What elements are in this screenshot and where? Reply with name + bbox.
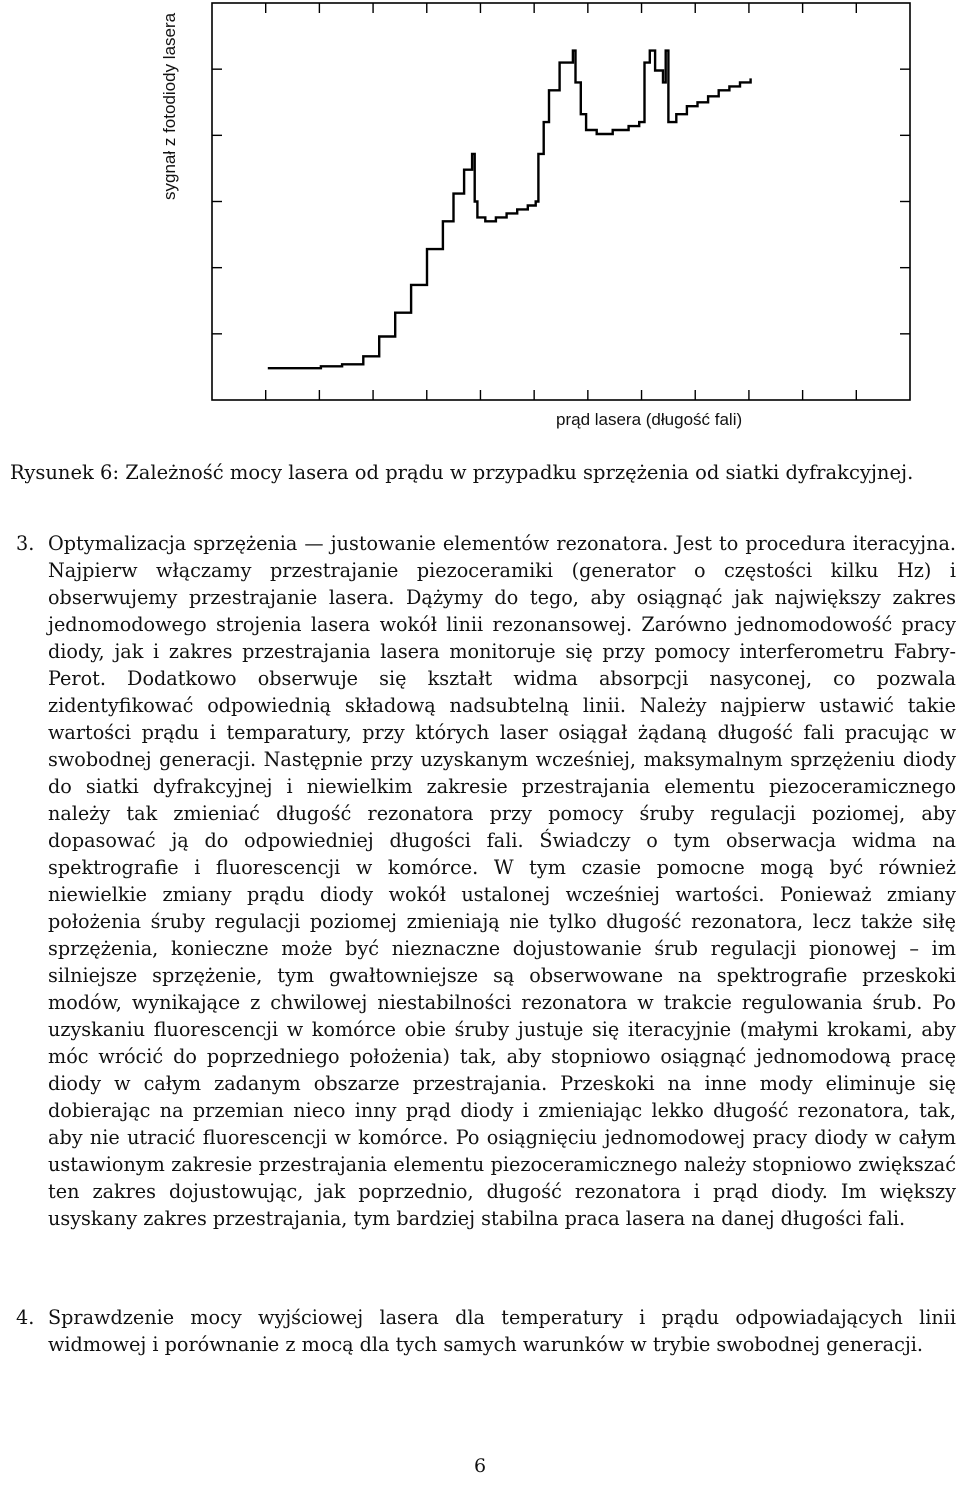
item-number: 3. bbox=[16, 532, 35, 555]
item-text: Optymalizacja sprzężenia — justowanie elementów rezonatora. Jest to procedura iteracyjna. Najpierw włączamy przestrajanie piezoceramiki (generator o częstości kilku Hz) i obserwujemy przestrajanie lasera. Dążymy do tego, aby osiągnąć jak największy zakres jednomodowego strojenia lasera wokół linii rezonansowej. Zarówno jednomodowość pracy diody, jak i zakres przestrajania lasera monitoruje się przy pomocy interferometru Fabry-Perot. Dodatkowo obserwuje się kształt widma absorpcji nasyconej, co pozwala zidentyfikować odpowiednią składową nadsubtelną linii. Należy najpierw ustawić takie wartości prądu i temparatury, przy których laser osiągał żądaną długość fali pracując w swobodnej generacji. Następnie przy uzyskanym wcześniej, maksymalnym sprzężeniu diody do siatki dyfrakcyjnej i niewielkim zakresie przestrajania elementu piezoceramicznego należy tak zmieniać długość rezonatora przy pomocy śruby regulacji poziomej, aby dopasować ją do odpowiedniej długości fali. Świadczy o tym obserwacja widma na spektrografie i fluorescencji w komórce. W tym czasie pomocne mogą być również niewielkie zmiany prądu diody wokół ustalonej wcześniej wartości. Ponieważ zmiany położenia śruby regulacji poziomej zmieniają nie tylko długość rezonatora, lecz także siłę sprzężenia, konieczne może być nieznaczne dojustowanie śrub regulacji pionowej – im silniejsze sprzężenie, tym gwałtowniejsze są obserwowane na spektrografie przeskoki modów, wynikające z chwilowej niestabilności rezonatora w trakcie regulowania śrub. Po uzyskaniu fluorescencji w komórce obie śruby justuje się iteracyjnie (małymi krokami, aby móc wrócić do poprzedniego położenia) tak, aby stopniowo osiągnąć jednomodową pracę diody w całym zadanym obszarze przestrajania. Przeskoki na inne mody eliminuje się dobierając na przemian nieco inny prąd diody i zmieniając lekko długość rezonatora, tak, aby nie utracić fluorescencji w komórce. Po osiągnięciu jednomodowej pracy diody w całym ustawionym zakresie przestrajania elementu piezoceramicznego należy stopniowo zwiększać ten zakres dojustowując, jak poprzednio, długość rezonatora i prąd diody. Im większy usyskany zakres przestrajania, tym bardziej stabilna praca lasera na danej długości fali. bbox=[48, 532, 956, 1230]
page-number: 6 bbox=[473, 1455, 487, 1477]
list-item-3 bbox=[16, 530, 956, 1232]
figure-caption: Rysunek 6: Zależność mocy lasera od prądu w przypadku sprzężenia od siatki dyfrakcyjnej. bbox=[10, 461, 914, 484]
y-axis-label: sygnał z fotodiody lasera bbox=[160, 12, 179, 200]
x-axis-label: prąd lasera (długość fali) bbox=[556, 410, 743, 429]
figure bbox=[0, 0, 960, 440]
item-text: Sprawdzenie mocy wyjściowej lasera dla temperatury i prądu odpowiadających linii widmowej i porównanie z mocą dla tych samych warunków w trybie swobodnej generacji. bbox=[48, 1306, 956, 1356]
series-line bbox=[268, 51, 751, 369]
list-item-4 bbox=[16, 1304, 956, 1358]
item-number: 4. bbox=[16, 1306, 35, 1329]
laser-signal-chart bbox=[0, 0, 960, 440]
